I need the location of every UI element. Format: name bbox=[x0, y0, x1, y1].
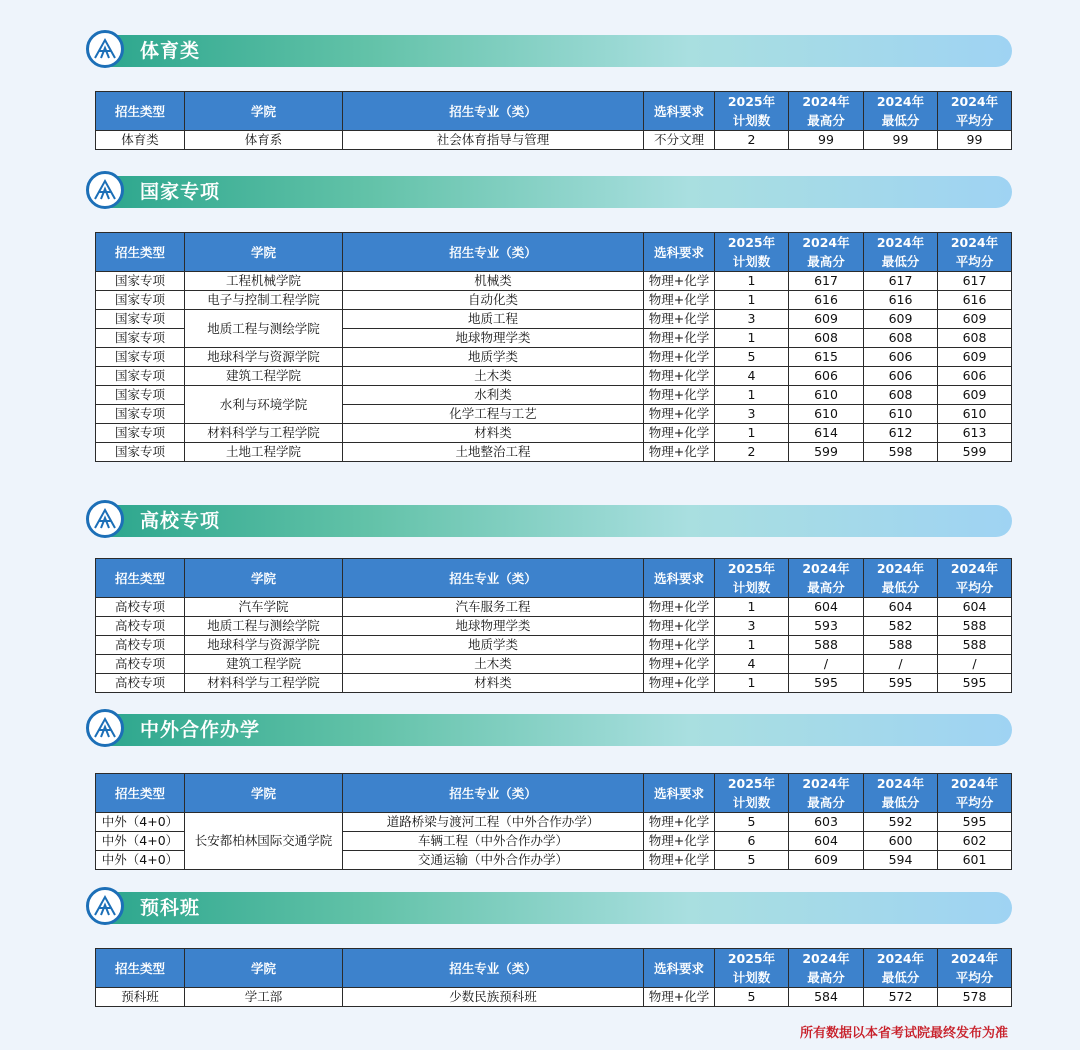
cell-avg: 617 bbox=[938, 272, 1012, 291]
cell-type: 国家专项 bbox=[96, 367, 185, 386]
col-max: 2024年 最高分 bbox=[789, 559, 864, 598]
table-row bbox=[96, 598, 1012, 617]
cell-type: 高校专项 bbox=[96, 598, 185, 617]
cell-min: 588 bbox=[864, 636, 938, 655]
cell-major: 自动化类 bbox=[343, 291, 644, 310]
section-header-national bbox=[90, 176, 1012, 208]
cell-type: 国家专项 bbox=[96, 291, 185, 310]
cell-avg: 588 bbox=[938, 636, 1012, 655]
cell-req: 不分文理 bbox=[644, 131, 715, 150]
cell-avg: 595 bbox=[938, 674, 1012, 693]
cell-avg: 602 bbox=[938, 832, 1012, 851]
cell-major: 土木类 bbox=[343, 655, 644, 674]
cell-major: 土木类 bbox=[343, 367, 644, 386]
cell-plan: 1 bbox=[715, 598, 789, 617]
col-plan: 2025年 计划数 bbox=[715, 233, 789, 272]
cell-major: 地球物理学类 bbox=[343, 617, 644, 636]
cell-college: 材料科学与工程学院 bbox=[185, 424, 343, 443]
col-type: 招生类型 bbox=[96, 559, 185, 598]
cell-avg: 609 bbox=[938, 348, 1012, 367]
col-requirement: 选科要求 bbox=[644, 559, 715, 598]
cell-college: 建筑工程学院 bbox=[185, 655, 343, 674]
cell-req: 物理+化学 bbox=[644, 674, 715, 693]
cell-type: 国家专项 bbox=[96, 348, 185, 367]
cell-avg: 599 bbox=[938, 443, 1012, 462]
cell-avg: 595 bbox=[938, 813, 1012, 832]
cell-req: 物理+化学 bbox=[644, 832, 715, 851]
cell-min: 608 bbox=[864, 386, 938, 405]
cell-plan: 1 bbox=[715, 386, 789, 405]
col-type: 招生类型 bbox=[96, 949, 185, 988]
cell-college: 地质工程与测绘学院 bbox=[185, 310, 343, 348]
cell-college: 地球科学与资源学院 bbox=[185, 636, 343, 655]
section-header-sports bbox=[90, 35, 1012, 67]
col-plan: 2025年 计划数 bbox=[715, 92, 789, 131]
table-row bbox=[96, 443, 1012, 462]
cell-max: 604 bbox=[789, 832, 864, 851]
cell-avg: 616 bbox=[938, 291, 1012, 310]
cell-min: / bbox=[864, 655, 938, 674]
section-header-sino-foreign bbox=[90, 714, 1012, 746]
table-row bbox=[96, 348, 1012, 367]
table-row bbox=[96, 386, 1012, 405]
cell-max: / bbox=[789, 655, 864, 674]
cell-req: 物理+化学 bbox=[644, 348, 715, 367]
col-college: 学院 bbox=[185, 774, 343, 813]
cell-college: 工程机械学院 bbox=[185, 272, 343, 291]
table-header-row bbox=[96, 92, 1012, 131]
cell-min: 594 bbox=[864, 851, 938, 870]
cell-req: 物理+化学 bbox=[644, 443, 715, 462]
cell-type: 国家专项 bbox=[96, 405, 185, 424]
cell-req: 物理+化学 bbox=[644, 636, 715, 655]
cell-max: 595 bbox=[789, 674, 864, 693]
col-college: 学院 bbox=[185, 92, 343, 131]
cell-avg: 608 bbox=[938, 329, 1012, 348]
cell-type: 高校专项 bbox=[96, 655, 185, 674]
cell-req: 物理+化学 bbox=[644, 386, 715, 405]
col-requirement: 选科要求 bbox=[644, 774, 715, 813]
cell-major: 地质工程 bbox=[343, 310, 644, 329]
col-avg: 2024年 平均分 bbox=[938, 233, 1012, 272]
cell-college: 体育系 bbox=[185, 131, 343, 150]
col-min: 2024年 最低分 bbox=[864, 774, 938, 813]
table-row bbox=[96, 636, 1012, 655]
table-row bbox=[96, 310, 1012, 329]
col-plan: 2025年 计划数 bbox=[715, 559, 789, 598]
cell-major: 少数民族预科班 bbox=[343, 988, 644, 1007]
table-row bbox=[96, 291, 1012, 310]
cell-max: 614 bbox=[789, 424, 864, 443]
col-major: 招生专业（类） bbox=[343, 559, 644, 598]
cell-max: 608 bbox=[789, 329, 864, 348]
cell-avg: 99 bbox=[938, 131, 1012, 150]
cell-plan: 1 bbox=[715, 291, 789, 310]
cell-min: 604 bbox=[864, 598, 938, 617]
cell-type: 中外（4+0） bbox=[96, 851, 185, 870]
table-row bbox=[96, 272, 1012, 291]
cell-major: 地质学类 bbox=[343, 348, 644, 367]
cell-max: 588 bbox=[789, 636, 864, 655]
cell-plan: 1 bbox=[715, 272, 789, 291]
cell-max: 606 bbox=[789, 367, 864, 386]
cell-req: 物理+化学 bbox=[644, 405, 715, 424]
col-type: 招生类型 bbox=[96, 92, 185, 131]
cell-max: 609 bbox=[789, 851, 864, 870]
table-header-row bbox=[96, 949, 1012, 988]
cell-req: 物理+化学 bbox=[644, 598, 715, 617]
data-disclaimer: 所有数据以本省考试院最终发布为准 bbox=[799, 1026, 1008, 1041]
cell-plan: 1 bbox=[715, 636, 789, 655]
cell-max: 603 bbox=[789, 813, 864, 832]
cell-req: 物理+化学 bbox=[644, 272, 715, 291]
cell-avg: 578 bbox=[938, 988, 1012, 1007]
cell-avg: 601 bbox=[938, 851, 1012, 870]
cell-max: 610 bbox=[789, 386, 864, 405]
cell-min: 598 bbox=[864, 443, 938, 462]
cell-plan: 1 bbox=[715, 674, 789, 693]
cell-type: 中外（4+0） bbox=[96, 832, 185, 851]
cell-max: 99 bbox=[789, 131, 864, 150]
col-avg: 2024年 平均分 bbox=[938, 774, 1012, 813]
col-plan: 2025年 计划数 bbox=[715, 774, 789, 813]
cell-major: 道路桥梁与渡河工程（中外合作办学） bbox=[343, 813, 644, 832]
cell-college: 电子与控制工程学院 bbox=[185, 291, 343, 310]
cell-req: 物理+化学 bbox=[644, 655, 715, 674]
cell-major: 水利类 bbox=[343, 386, 644, 405]
col-major: 招生专业（类） bbox=[343, 949, 644, 988]
cell-plan: 5 bbox=[715, 851, 789, 870]
university-emblem-icon bbox=[86, 171, 124, 209]
col-min: 2024年 最低分 bbox=[864, 949, 938, 988]
cell-req: 物理+化学 bbox=[644, 851, 715, 870]
section-title: 中外合作办学 bbox=[140, 719, 261, 741]
cell-max: 617 bbox=[789, 272, 864, 291]
section-title: 高校专项 bbox=[140, 510, 221, 532]
col-type: 招生类型 bbox=[96, 233, 185, 272]
cell-type: 国家专项 bbox=[96, 443, 185, 462]
cell-req: 物理+化学 bbox=[644, 310, 715, 329]
admission-table-national bbox=[95, 232, 1012, 462]
col-major: 招生专业（类） bbox=[343, 233, 644, 272]
section-title: 国家专项 bbox=[140, 181, 221, 203]
cell-max: 610 bbox=[789, 405, 864, 424]
cell-plan: 3 bbox=[715, 405, 789, 424]
col-college: 学院 bbox=[185, 233, 343, 272]
cell-max: 593 bbox=[789, 617, 864, 636]
university-emblem-icon bbox=[86, 887, 124, 925]
table-header-row bbox=[96, 559, 1012, 598]
cell-plan: 2 bbox=[715, 131, 789, 150]
cell-college: 地质工程与测绘学院 bbox=[185, 617, 343, 636]
cell-avg: / bbox=[938, 655, 1012, 674]
cell-college: 地球科学与资源学院 bbox=[185, 348, 343, 367]
cell-max: 599 bbox=[789, 443, 864, 462]
cell-min: 608 bbox=[864, 329, 938, 348]
cell-type: 高校专项 bbox=[96, 617, 185, 636]
col-requirement: 选科要求 bbox=[644, 92, 715, 131]
university-emblem-icon bbox=[86, 500, 124, 538]
cell-major: 地球物理学类 bbox=[343, 329, 644, 348]
admission-table-university bbox=[95, 558, 1012, 693]
cell-avg: 609 bbox=[938, 386, 1012, 405]
cell-avg: 588 bbox=[938, 617, 1012, 636]
cell-college: 汽车学院 bbox=[185, 598, 343, 617]
section-title: 体育类 bbox=[140, 40, 201, 62]
cell-min: 595 bbox=[864, 674, 938, 693]
cell-type: 预科班 bbox=[96, 988, 185, 1007]
cell-plan: 4 bbox=[715, 367, 789, 386]
cell-avg: 604 bbox=[938, 598, 1012, 617]
cell-major: 车辆工程（中外合作办学） bbox=[343, 832, 644, 851]
cell-college: 水利与环境学院 bbox=[185, 386, 343, 424]
col-college: 学院 bbox=[185, 559, 343, 598]
cell-req: 物理+化学 bbox=[644, 424, 715, 443]
col-min: 2024年 最低分 bbox=[864, 92, 938, 131]
table-header-row bbox=[96, 774, 1012, 813]
cell-plan: 5 bbox=[715, 813, 789, 832]
table-row bbox=[96, 674, 1012, 693]
cell-avg: 606 bbox=[938, 367, 1012, 386]
cell-college: 学工部 bbox=[185, 988, 343, 1007]
col-major: 招生专业（类） bbox=[343, 92, 644, 131]
table-row bbox=[96, 131, 1012, 150]
cell-req: 物理+化学 bbox=[644, 329, 715, 348]
table-header-row bbox=[96, 233, 1012, 272]
cell-major: 化学工程与工艺 bbox=[343, 405, 644, 424]
table-row bbox=[96, 367, 1012, 386]
cell-college: 土地工程学院 bbox=[185, 443, 343, 462]
cell-req: 物理+化学 bbox=[644, 813, 715, 832]
col-plan: 2025年 计划数 bbox=[715, 949, 789, 988]
cell-major: 材料类 bbox=[343, 424, 644, 443]
cell-major: 材料类 bbox=[343, 674, 644, 693]
section-title: 预科班 bbox=[140, 897, 201, 919]
cell-type: 高校专项 bbox=[96, 674, 185, 693]
cell-plan: 1 bbox=[715, 329, 789, 348]
col-type: 招生类型 bbox=[96, 774, 185, 813]
cell-plan: 5 bbox=[715, 988, 789, 1007]
cell-plan: 6 bbox=[715, 832, 789, 851]
cell-type: 高校专项 bbox=[96, 636, 185, 655]
cell-avg: 609 bbox=[938, 310, 1012, 329]
cell-type: 中外（4+0） bbox=[96, 813, 185, 832]
cell-min: 600 bbox=[864, 832, 938, 851]
col-avg: 2024年 平均分 bbox=[938, 92, 1012, 131]
cell-plan: 5 bbox=[715, 348, 789, 367]
col-major: 招生专业（类） bbox=[343, 774, 644, 813]
cell-min: 582 bbox=[864, 617, 938, 636]
cell-major: 交通运输（中外合作办学） bbox=[343, 851, 644, 870]
col-requirement: 选科要求 bbox=[644, 949, 715, 988]
cell-min: 617 bbox=[864, 272, 938, 291]
section-header-university bbox=[90, 505, 1012, 537]
cell-major: 土地整治工程 bbox=[343, 443, 644, 462]
cell-max: 604 bbox=[789, 598, 864, 617]
cell-type: 体育类 bbox=[96, 131, 185, 150]
cell-plan: 4 bbox=[715, 655, 789, 674]
table-row bbox=[96, 617, 1012, 636]
cell-major: 汽车服务工程 bbox=[343, 598, 644, 617]
cell-max: 616 bbox=[789, 291, 864, 310]
cell-major: 社会体育指导与管理 bbox=[343, 131, 644, 150]
cell-avg: 610 bbox=[938, 405, 1012, 424]
admission-table-sports bbox=[95, 91, 1012, 150]
cell-plan: 3 bbox=[715, 310, 789, 329]
cell-major: 地质学类 bbox=[343, 636, 644, 655]
admission-table-preparatory bbox=[95, 948, 1012, 1007]
table-row bbox=[96, 988, 1012, 1007]
cell-min: 99 bbox=[864, 131, 938, 150]
cell-min: 606 bbox=[864, 367, 938, 386]
table-row bbox=[96, 813, 1012, 832]
section-header-preparatory bbox=[90, 892, 1012, 924]
col-avg: 2024年 平均分 bbox=[938, 949, 1012, 988]
cell-major: 机械类 bbox=[343, 272, 644, 291]
cell-college: 建筑工程学院 bbox=[185, 367, 343, 386]
cell-req: 物理+化学 bbox=[644, 291, 715, 310]
cell-min: 606 bbox=[864, 348, 938, 367]
cell-plan: 2 bbox=[715, 443, 789, 462]
col-max: 2024年 最高分 bbox=[789, 774, 864, 813]
col-college: 学院 bbox=[185, 949, 343, 988]
cell-college: 长安都柏林国际交通学院 bbox=[185, 813, 343, 870]
cell-req: 物理+化学 bbox=[644, 367, 715, 386]
cell-max: 584 bbox=[789, 988, 864, 1007]
university-emblem-icon bbox=[86, 30, 124, 68]
cell-type: 国家专项 bbox=[96, 329, 185, 348]
cell-min: 572 bbox=[864, 988, 938, 1007]
cell-plan: 1 bbox=[715, 424, 789, 443]
university-emblem-icon bbox=[86, 709, 124, 747]
col-requirement: 选科要求 bbox=[644, 233, 715, 272]
cell-plan: 3 bbox=[715, 617, 789, 636]
cell-min: 612 bbox=[864, 424, 938, 443]
cell-max: 609 bbox=[789, 310, 864, 329]
col-avg: 2024年 平均分 bbox=[938, 559, 1012, 598]
table-row bbox=[96, 655, 1012, 674]
col-max: 2024年 最高分 bbox=[789, 949, 864, 988]
cell-min: 592 bbox=[864, 813, 938, 832]
cell-type: 国家专项 bbox=[96, 272, 185, 291]
cell-min: 609 bbox=[864, 310, 938, 329]
cell-type: 国家专项 bbox=[96, 386, 185, 405]
cell-min: 616 bbox=[864, 291, 938, 310]
cell-avg: 613 bbox=[938, 424, 1012, 443]
col-max: 2024年 最高分 bbox=[789, 92, 864, 131]
table-row bbox=[96, 424, 1012, 443]
col-min: 2024年 最低分 bbox=[864, 233, 938, 272]
admission-table-sino-foreign bbox=[95, 773, 1012, 870]
cell-min: 610 bbox=[864, 405, 938, 424]
cell-max: 615 bbox=[789, 348, 864, 367]
cell-college: 材料科学与工程学院 bbox=[185, 674, 343, 693]
col-min: 2024年 最低分 bbox=[864, 559, 938, 598]
cell-req: 物理+化学 bbox=[644, 617, 715, 636]
cell-req: 物理+化学 bbox=[644, 988, 715, 1007]
cell-type: 国家专项 bbox=[96, 424, 185, 443]
col-max: 2024年 最高分 bbox=[789, 233, 864, 272]
cell-type: 国家专项 bbox=[96, 310, 185, 329]
